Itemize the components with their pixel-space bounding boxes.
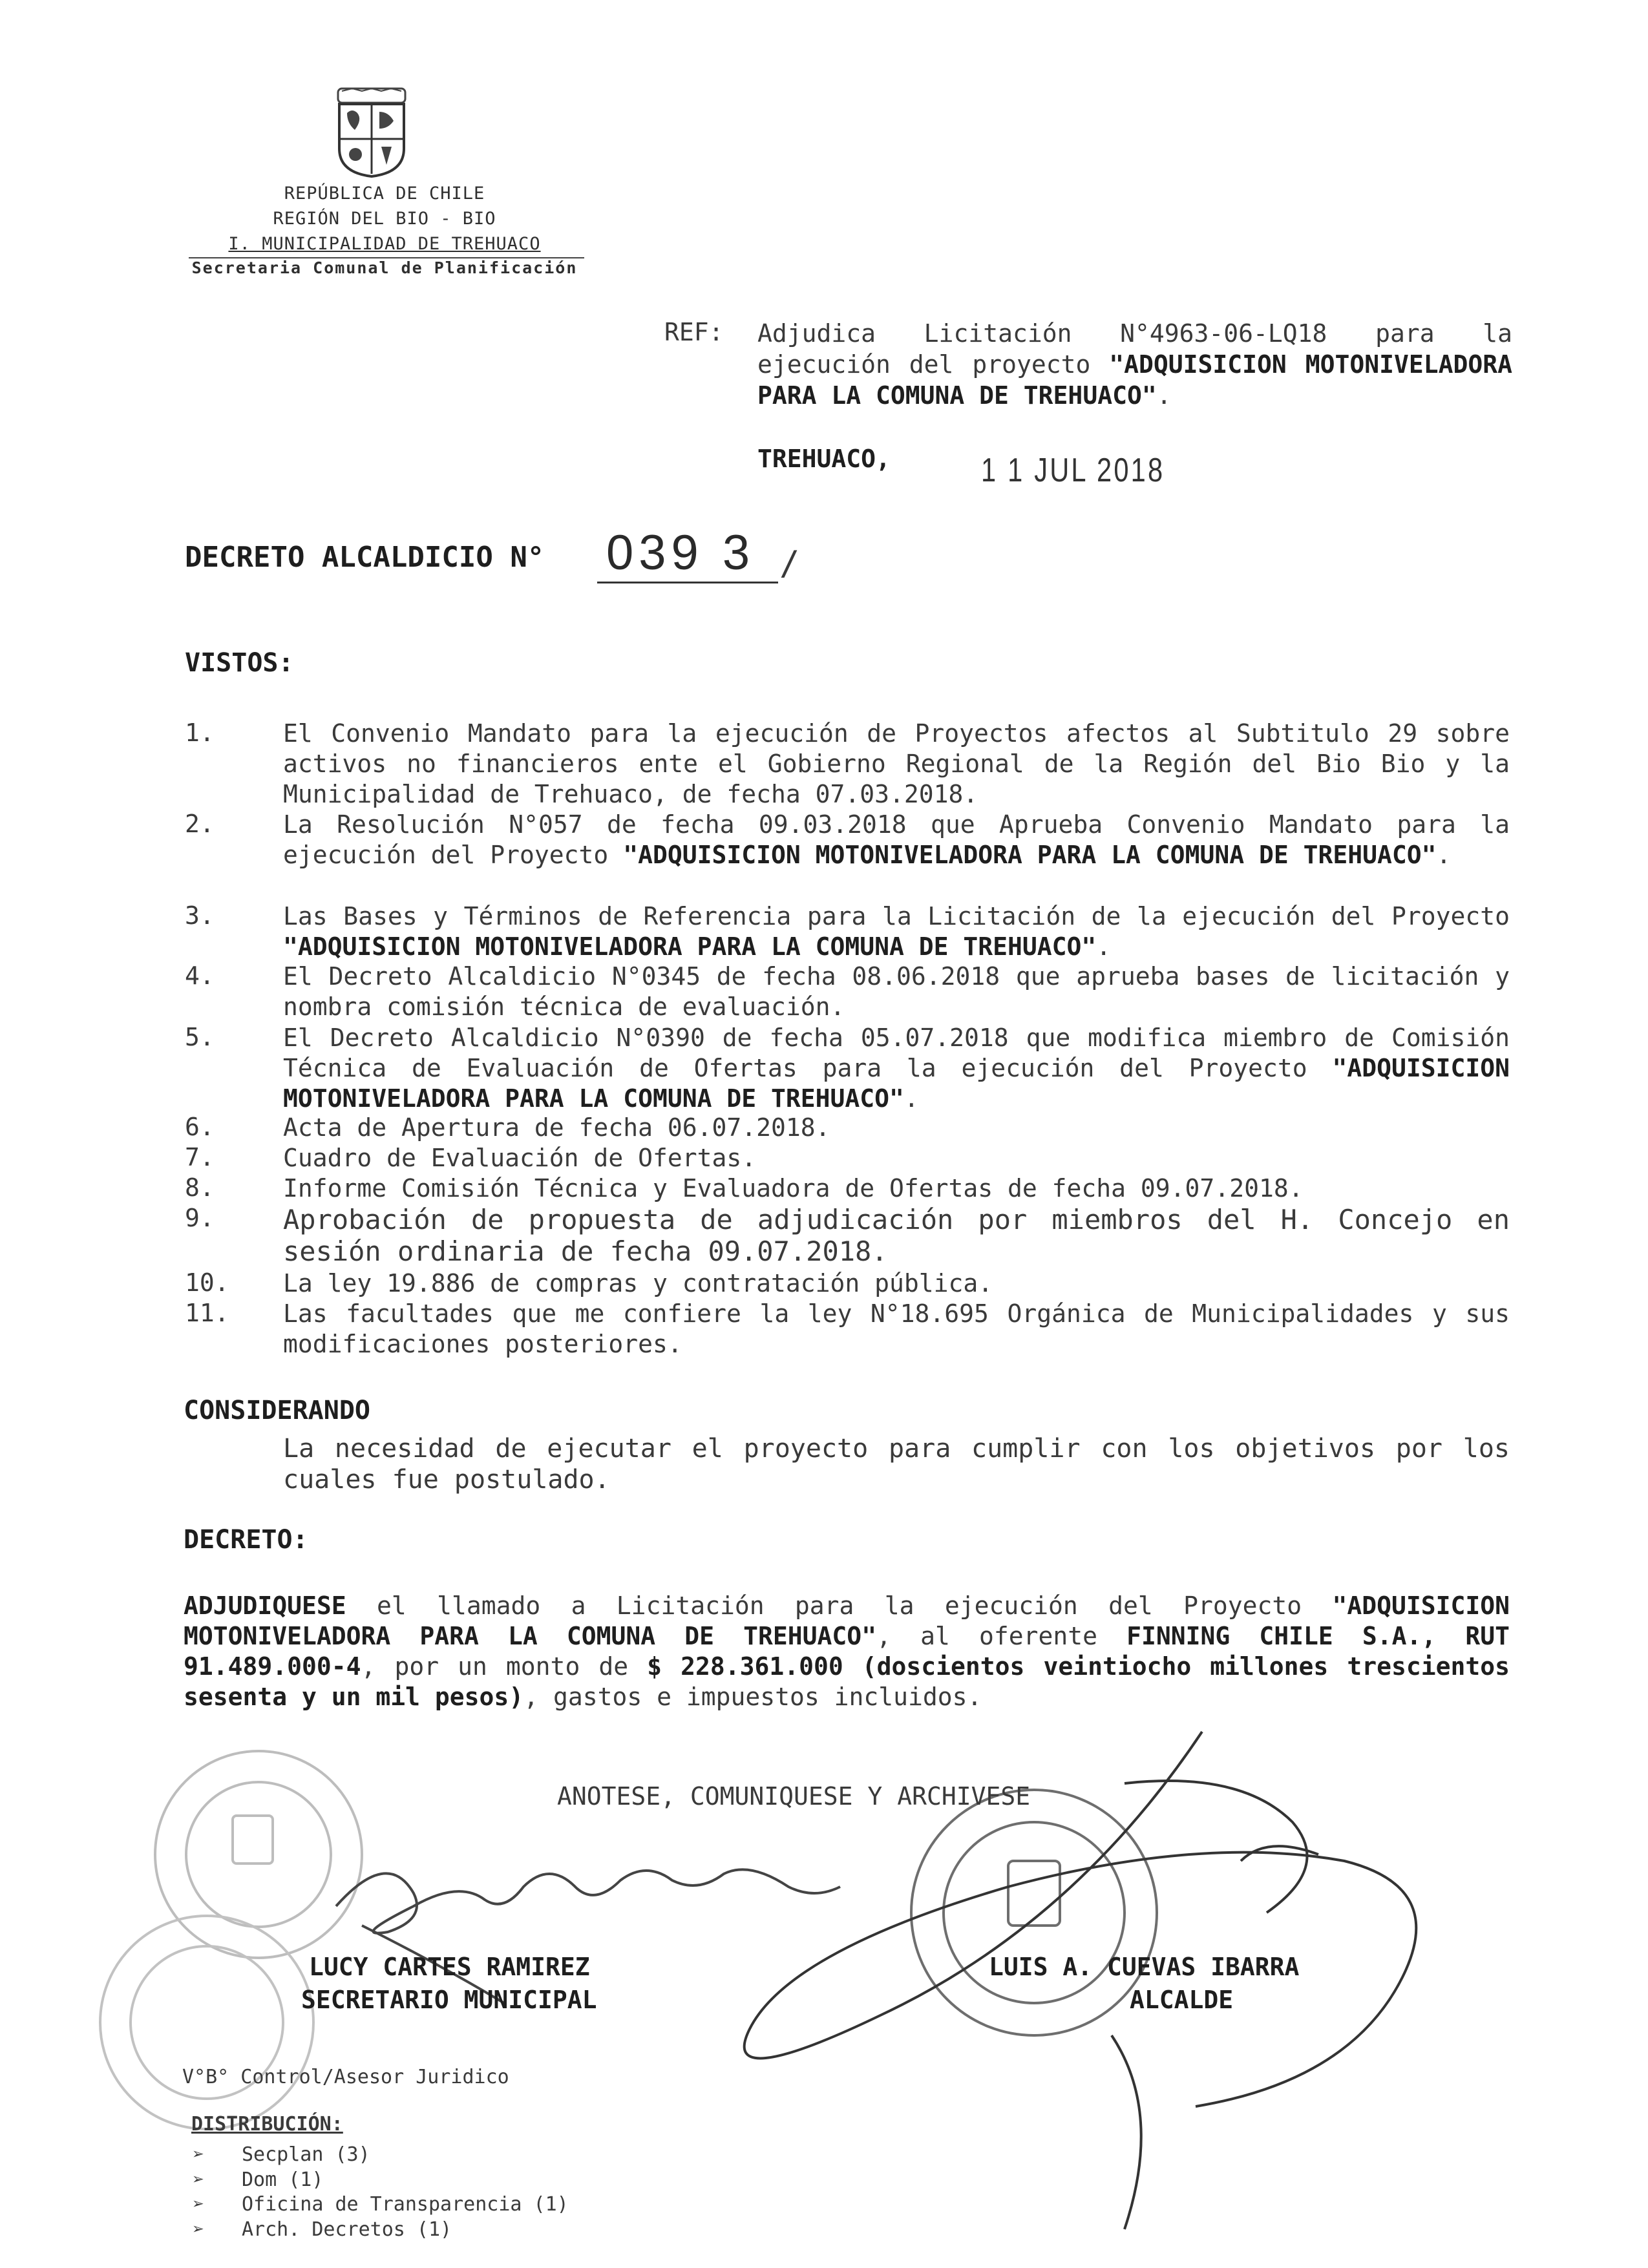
vistos-item-number: 4. [185,961,215,990]
vistos-item-number: 1. [185,719,215,747]
vistos-item-text [283,1023,1510,1114]
vistos-item-project-name: "ADQUISICION MOTONIVELADORA PARA LA COMUNA DE TREHUACO" [623,841,1437,869]
distribution-item [193,2143,370,2166]
republic-heading: REPÚBLICA DE CHILE [284,184,485,204]
distribution-item [193,2168,323,2191]
place-label: TREHUACO, [757,445,891,473]
vistos-item-number: 5. [185,1023,215,1051]
mayor-name: LUIS A. CUEVAS IBARRA [989,1953,1300,1981]
vistos-item-body: Las facultades que me confiere la ley N°18.695 Orgánica de Municipalidades y sus modificaciones posteriores. [283,1299,1510,1358]
ref-text-main: Adjudica Licitación N°4963-06-LQ18 para la ejecución del proyecto [757,319,1512,379]
arrow-bullet-icon: ➢ [193,2218,205,2241]
vistos-item-tail: . [903,1084,919,1113]
decree-number-underline [597,582,778,583]
vistos-item-body: Aprobación de propuesta de adjudicación por miembros del H. Concejo en sesión ordinaria de fecha 09.07.2018. [283,1204,1510,1267]
vistos-item-number: 11. [185,1299,229,1327]
vistos-item-text [283,1143,1510,1173]
vistos-item-text [283,719,1510,810]
coat-of-arms-icon [333,87,410,178]
distribution-item-label: Dom (1) [242,2168,324,2191]
vistos-item-tail: . [1096,932,1112,961]
vistos-item-body: La ley 19.886 de compras y contratación pública. [283,1269,993,1297]
vistos-item-number: 8. [185,1173,215,1202]
vistos-item-body: El Decreto Alcaldicio N°0390 de fecha 05.07.2018 que modifica miembro de Comisión Técnica de Evaluación de Ofertas para la ejecución del Proyecto [283,1024,1510,1082]
distribution-item-label: Arch. Decretos (1) [242,2218,452,2241]
distribution-heading: DISTRIBUCIÓN: [191,2113,343,2136]
vistos-item-body: Cuadro de Evaluación de Ofertas. [283,1144,757,1172]
considerando-heading: CONSIDERANDO [184,1396,370,1425]
decreto-part4: , gastos e impuestos incluidos. [523,1683,982,1711]
vistos-item-number: 10. [185,1268,229,1297]
vistos-item-body: Informe Comisión Técnica y Evaluadora de Ofertas de fecha 09.07.2018. [283,1174,1304,1202]
ref-label: REF: [664,318,724,346]
vistos-item-tail: . [1436,841,1452,869]
decreto-part2: , al oferente [876,1622,1127,1650]
vistos-item-body: La Resolución N°057 de fecha 09.03.2018 que Aprueba Convenio Mandato para la ejecución del Proyecto [283,810,1510,869]
municipality-heading: I. MUNICIPALIDAD DE TREHUACO [228,234,541,254]
mayor-title: ALCALDE [1130,1986,1234,2014]
distribution-item [193,2193,569,2216]
vistos-item-number: 6. [185,1113,215,1141]
vistos-heading: VISTOS: [185,648,294,678]
vistos-item-text [283,810,1510,870]
arrow-bullet-icon: ➢ [193,2193,205,2216]
department-heading: Secretaria Comunal de Planificación [191,258,578,277]
vistos-item-number: 9. [185,1204,215,1232]
region-heading: REGIÓN DEL BIO - BIO [273,209,496,229]
decreto-part3: , por un monto de [361,1652,648,1681]
considerando-text: La necesidad de ejecutar el proyecto para cumplir con los objetivos por los cuales fue postulado. [283,1434,1510,1495]
decreto-heading: DECRETO: [184,1525,308,1555]
decree-label: DECRETO ALCALDICIO N° [185,541,545,574]
vistos-item-text [283,1299,1510,1360]
vistos-item-number: 7. [185,1143,215,1171]
adjudiquese-word: ADJUDIQUESE [184,1591,346,1620]
closing-formula: ANOTESE, COMUNIQUESE Y ARCHIVESE [557,1782,1031,1811]
ref-text-end: . [1156,381,1172,410]
secretary-stamp [155,1751,362,1958]
date-stamp: 1 1 JUL 2018 [981,452,1165,489]
bidder-name: FINNING CHILE S.A., RUT 91.489.000-4 [184,1622,1510,1681]
secretary-title: SECRETARIO MUNICIPAL [301,1986,597,2014]
decree-slash: / [779,544,800,583]
decree-number: 039 3 [606,525,755,580]
vistos-item-text [283,1173,1510,1204]
decreto-part1: el llamado a Licitación para la ejecución del Proyecto [346,1591,1333,1620]
decreto-project-name: "ADQUISICION MOTONIVELADORA PARA LA COMUNA DE TREHUACO" [184,1591,1510,1650]
award-amount: $ 228.361.000 (doscientos veintiocho millones trescientos sesenta y un mil pesos) [184,1652,1510,1711]
secretary-signature [336,1869,840,2003]
mayor-stamp [911,1790,1157,2035]
decreto-text [184,1591,1510,1712]
vistos-item-body: Las Bases y Términos de Referencia para la Licitación de la ejecución del Proyecto [283,902,1510,930]
distribution-item-label: Oficina de Transparencia (1) [242,2193,569,2216]
vistos-item-text [283,901,1510,962]
vistos-item-text [283,1204,1510,1267]
vistos-item-body: Acta de Apertura de fecha 06.07.2018. [283,1113,830,1142]
vistos-item-body: El Decreto Alcaldicio N°0345 de fecha 08.06.2018 que aprueba bases de licitación y nombra comisión técnica de evaluación. [283,962,1510,1021]
distribution-item-label: Secplan (3) [242,2143,370,2166]
vistos-item-body: El Convenio Mandato para la ejecución de Proyectos afectos al Subtitulo 29 sobre activos no financieros ente el Gobierno Regional de la Región del Bio Bio y la Municipalidad de Trehuaco, de fecha 07.03.2018. [283,719,1510,808]
ref-project-name: "ADQUISICION MOTONIVELADORA PARA LA COMUNA DE TREHUACO" [757,350,1512,410]
approval-note: V°B° Control/Asesor Juridico [182,2066,509,2088]
vistos-item-project-name: "ADQUISICION MOTONIVELADORA PARA LA COMUNA DE TREHUACO" [283,1054,1510,1113]
secretary-name: LUCY CARTES RAMIREZ [309,1953,590,1981]
vistos-item-text [283,1268,1510,1299]
control-stamp [100,1916,313,2129]
arrow-bullet-icon: ➢ [193,2143,205,2166]
distribution-item [193,2218,452,2241]
ref-text [757,318,1512,411]
arrow-bullet-icon: ➢ [193,2168,205,2191]
vistos-item-number: 3. [185,901,215,930]
vistos-item-project-name: "ADQUISICION MOTONIVELADORA PARA LA COMUNA DE TREHUACO" [283,932,1097,961]
vistos-item-text [283,1113,1510,1143]
vistos-item-number: 2. [185,810,215,838]
vistos-item-text [283,961,1510,1022]
